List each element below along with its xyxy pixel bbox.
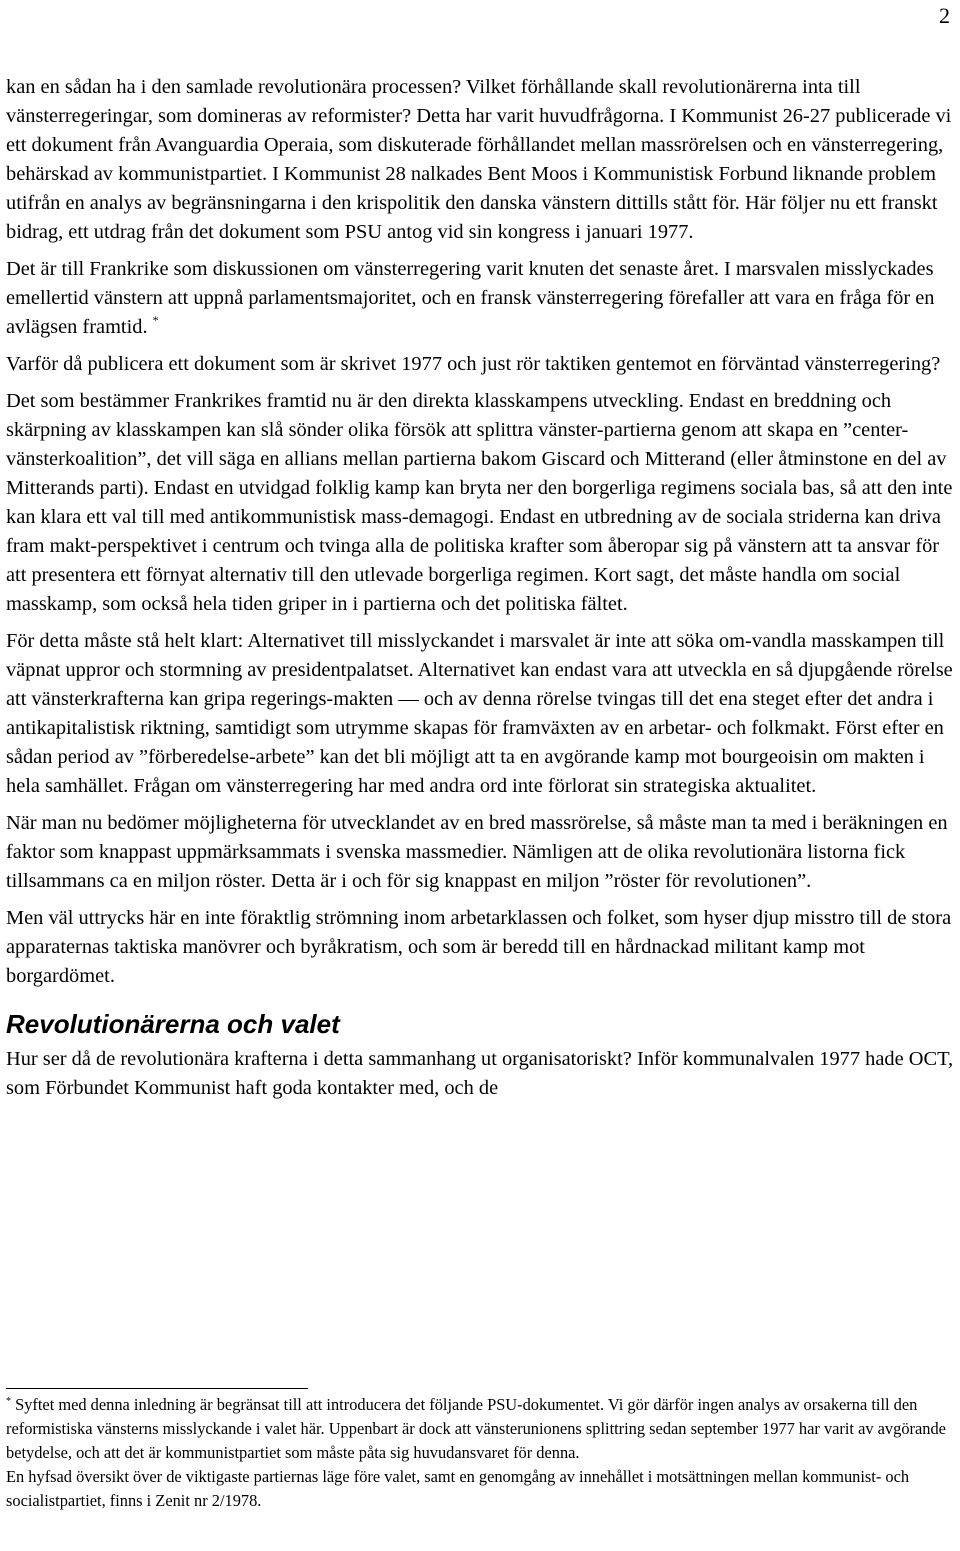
paragraph-1: kan en sådan ha i den samlade revolutionära processen? Vilket förhållande skall revolutionärerna inta till vänsterregeringar, som domineras av reformister? Detta har varit huvudfrågorna. I Kommunist 26-27 publicerade vi ett dokument från Avanguardia Operaia, som diskuterade förhållandet mellan massrörelsen och en vänsterregering, behärskad av kommunistpartiet. I Kommunist 28 nalkades Bent Moos i Kommunistisk Forbund liknande problem utifrån en analys av begränsningarna i den krispolitik den danska vänstern dittills stått för. Här följer nu ett franskt bidrag, ett utdrag från det dokument som PSU antog vid sin kongress i januari 1977. — [6, 76, 952, 243]
paragraph-2 — [6, 255, 956, 342]
paragraph-7: Men väl uttrycks här en inte föraktlig strömning inom arbetarklassen och folket, som hyser djup misstro till de stora apparaternas taktiska manövrer och byråkratism, och som är beredd till en hårdnackad militant kamp mot borgardömet. — [6, 907, 952, 987]
paragraph-6: När man nu bedömer möjligheterna för utvecklandet av en bred massrörelse, så måste man ta med i beräkningen en faktor som knappast uppmärksammats i svenska massmedier. Nämligen att de olika revolutionära listorna fick tillsammans ca en miljon röster. Detta är i och för sig knappast en miljon ”röster för revolutionen”. — [6, 812, 948, 892]
footnote-marker: * — [6, 1396, 11, 1407]
paragraph-5: För detta måste stå helt klart: Alternativet till misslyckandet i marsvalet är inte att söka om-vandla masskampen till väpnat uppror och stormning av presidentpalatset. Alternativet kan endast vara att utveckla en så djupgående rörelse att vänsterkrafterna kan gripa regerings-makten — och av denna rörelse tvingas till det ena steget efter det andra i antikapitalistisk riktning, samtidigt som utrymme skapas för framväxten av en arbetar- och folkmakt. Först efter en sådan period av ”förberedelse-arbete” kan det bli möjligt att ta en avgörande kamp mot bourgeoisin om makten i hela samhället. Frågan om vänsterregering har med andra ord inte förlorat sin strategiska aktualitet. — [6, 630, 953, 797]
footnote-reference[interactable]: * — [152, 313, 159, 327]
paragraph-4: Det som bestämmer Frankrikes framtid nu är den direkta klasskampens utveckling. Endast en breddning och skärpning av klasskampen kan slå sönder olika försök att splittra vänster-partierna genom att skapa en ”center-vänsterkoalition”, det vill säga en allians mellan partierna bakom Giscard och Mitterand (eller åtminstone en del av Mitterands parti). Endast en utvidgad folklig kamp kan bryta ner den borgerliga regimens sociala bas, så att den inte kan klara ett val till med antikommunistisk mass-demagogi. Endast en utbredning av de sociala striderna kan driva fram makt-perspektivet i centrum och tvinga alla de politiska krafter som åberopar sig på vänstern att ta ansvar för att presentera ett förnyat alternativ till den utlevade borgerliga regimen. Kort sagt, det måste handla om social masskamp, som också hela tiden griper in i partierna och det politiska fältet. — [6, 390, 953, 615]
footnotes — [6, 1388, 956, 1513]
section-heading: Revolutionärerna och valet — [6, 1009, 340, 1039]
paragraph-2-text: Det är till Frankrike som diskussionen om vänsterregering varit knuten det senaste året. I marsvalen misslyckades emellertid vänstern att uppnå parlamentsmajoritet, och en fransk vänsterregering förefaller att vara en fråga för en avlägsen framtid. — [6, 258, 935, 338]
footnote-2 — [6, 1465, 956, 1513]
section-paragraph: Hur ser då de revolutionära krafterna i detta sammanhang ut organisatoriskt? Inför kommunalvalen 1977 hade OCT, som Förbundet Kommunist haft goda kontakter med, och de — [6, 1048, 954, 1099]
footnote-1-text: Syftet med denna inledning är begränsat till att introducera det följande PSU-dokumentet. Vi gör därför ingen analys av orsakerna till den reformistiska vänsterns misslyckande i valet här. Uppenbart är dock att vänsterunionens splittring sedan september 1977 har varit av avgörande betydelse, och att det är kommunistpartiet som måste påta sig huvudansvaret för denna. — [6, 1395, 946, 1462]
paragraph-3: Varför då publicera ett dokument som är skrivet 1977 och just rör taktiken gentemot en förväntad vänsterregering? — [6, 353, 941, 375]
page-number: 2 — [939, 3, 950, 28]
footnote-2-text: En hyfsad översikt över de viktigaste partiernas läge före valet, samt en genomgång av innehållet i motsättningen mellan kommunist- och socialistpartiet, finns i Zenit nr 2/1978. — [6, 1467, 910, 1510]
footnote-divider — [6, 1388, 308, 1389]
footnote-1 — [6, 1393, 956, 1465]
main-text — [6, 73, 956, 1111]
